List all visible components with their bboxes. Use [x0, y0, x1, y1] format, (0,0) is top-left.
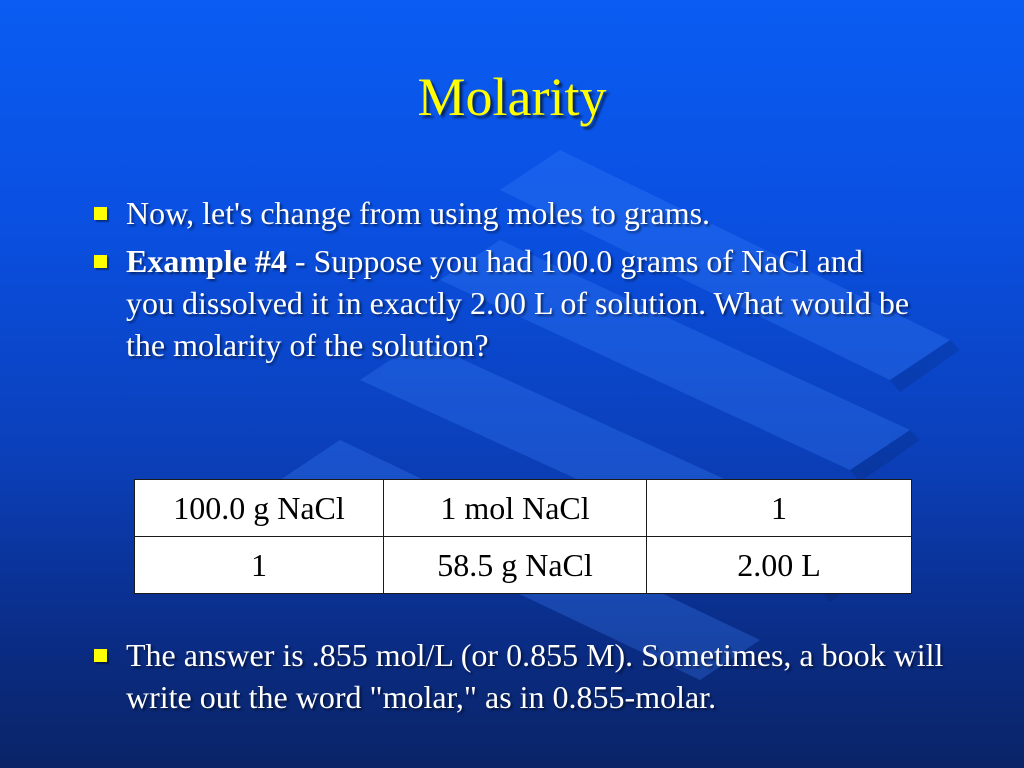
table-cell: 2.00 L [647, 537, 912, 594]
table-cell: 58.5 g NaCl [384, 537, 647, 594]
answer-list [86, 634, 966, 724]
table-row [135, 537, 912, 594]
square-bullet-icon [94, 207, 107, 220]
bullet-list [86, 192, 916, 372]
bullet-item-example [86, 240, 916, 366]
conversion-table [134, 479, 912, 594]
table-cell: 1 [135, 537, 384, 594]
table-cell: 100.0 g NaCl [135, 480, 384, 537]
bullet-item [86, 192, 916, 234]
slide-title: Molarity [417, 67, 607, 127]
table-cell: 1 mol NaCl [384, 480, 647, 537]
bullet-text: Now, let's change from using moles to grams. [126, 195, 711, 231]
example-label: Example #4 [126, 243, 287, 279]
example-text: - Suppose you had 100.0 grams of NaCl and you dissolved it in exactly 2.00 L of solution. What would be the molarity of the solution? [126, 243, 910, 363]
square-bullet-icon [94, 649, 107, 662]
bullet-item-answer [86, 634, 966, 718]
table-cell: 1 [647, 480, 912, 537]
table-row [135, 480, 912, 537]
square-bullet-icon [94, 255, 107, 268]
answer-text: The answer is .855 mol/L (or 0.855 M). Sometimes, a book will write out the word "molar," as in 0.855-molar. [126, 637, 944, 715]
